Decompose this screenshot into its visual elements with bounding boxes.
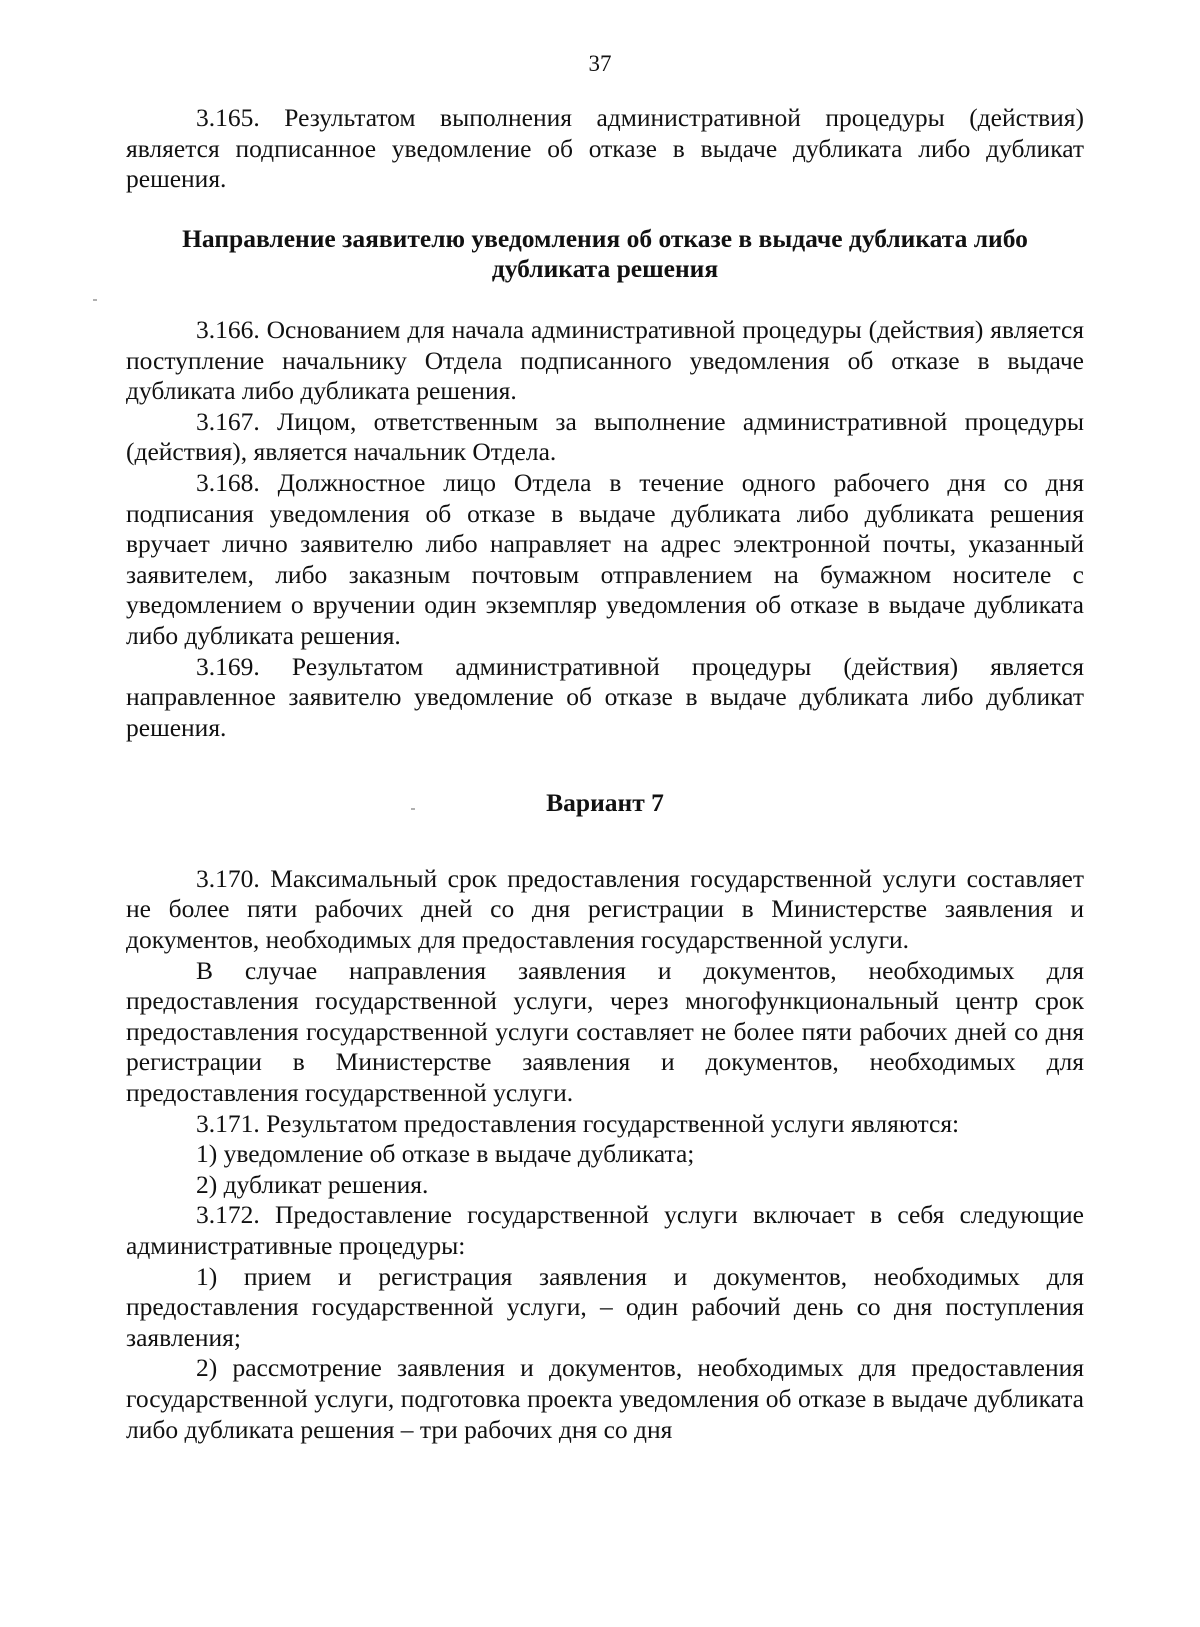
- scan-artifact: [411, 808, 415, 810]
- section-heading-notification: Направление заявителю уведомления об отказе в выдаче дубликата либо дубликата решения: [182, 223, 1028, 284]
- section-notification-body: [126, 315, 1084, 743]
- page-number: 37: [588, 51, 612, 76]
- list-item-procedure-1: 1) прием и регистрация заявления и документов, необходимых для предоставления государственной услуги, – один рабочий день со дня поступления заявления;: [126, 1261, 1084, 1352]
- scan-artifact: [93, 299, 97, 301]
- section-heading-variant-7: Вариант 7: [546, 788, 664, 818]
- section-variant-7-body: [126, 864, 1084, 1445]
- list-item-result-1: 1) уведомление об отказе в выдаче дубликата;: [196, 1139, 695, 1169]
- paragraph-mfc-case: В случае направления заявления и документов, необходимых для предоставления государственной услуги, через многофункциональный центр срок предоставления государственной услуги составляет не более пяти рабочих дней со дня регистрации в Министерстве заявления и документов, необходимых для предоставления государственной услуги.: [126, 955, 1084, 1108]
- document-body: [126, 103, 1084, 1445]
- paragraph-3-168: 3.168. Должностное лицо Отдела в течение одного рабочего дня со дня подписания уведомления об отказе в выдаче дубликата либо дубликата решения вручает лично заявителю либо направляет на адрес электронной почты, указанный заявителем, либо заказным почтовым отправлением на бумажном носителе с уведомлением о вручении один экземпляр уведомления об отказе в выдаче дубликата либо дубликата решения.: [126, 467, 1084, 650]
- list-item-result-2: 2) дубликат решения.: [196, 1169, 429, 1199]
- paragraph-3-170: 3.170. Максимальный срок предоставления государственной услуги составляет не более пяти рабочих дней со дня регистрации в Министерстве заявления и документов, необходимых для предоставления государственной услуги.: [126, 863, 1084, 955]
- paragraph-3-172: 3.172. Предоставление государственной услуги включает в себя следующие административные процедуры:: [126, 1200, 1084, 1260]
- paragraph-3-169: 3.169. Результатом административной процедуры (действия) является направленное заявителю уведомление об отказе в выдаче дубликата либо дубликат решения.: [126, 651, 1084, 742]
- list-item-procedure-2: 2) рассмотрение заявления и документов, необходимых для предоставления государственной услуги, подготовка проекта уведомления об отказе в выдаче дубликата либо дубликата решения – три рабочих дня со дня: [126, 1353, 1084, 1444]
- paragraph-3-166: 3.166. Основанием для начала административной процедуры (действия) является поступление начальнику Отдела подписанного уведомления об отказе в выдаче дубликата либо дубликата решения.: [126, 314, 1084, 406]
- paragraph-3-165: 3.165. Результатом выполнения административной процедуры (действия) является подписанное уведомление об отказе в выдаче дубликата либо дубликат решения.: [126, 103, 1084, 194]
- paragraph-3-171: 3.171. Результатом предоставления государственной услуги являются:: [196, 1108, 960, 1138]
- paragraph-3-167: 3.167. Лицом, ответственным за выполнение административной процедуры (действия), является начальник Отдела.: [126, 406, 1084, 467]
